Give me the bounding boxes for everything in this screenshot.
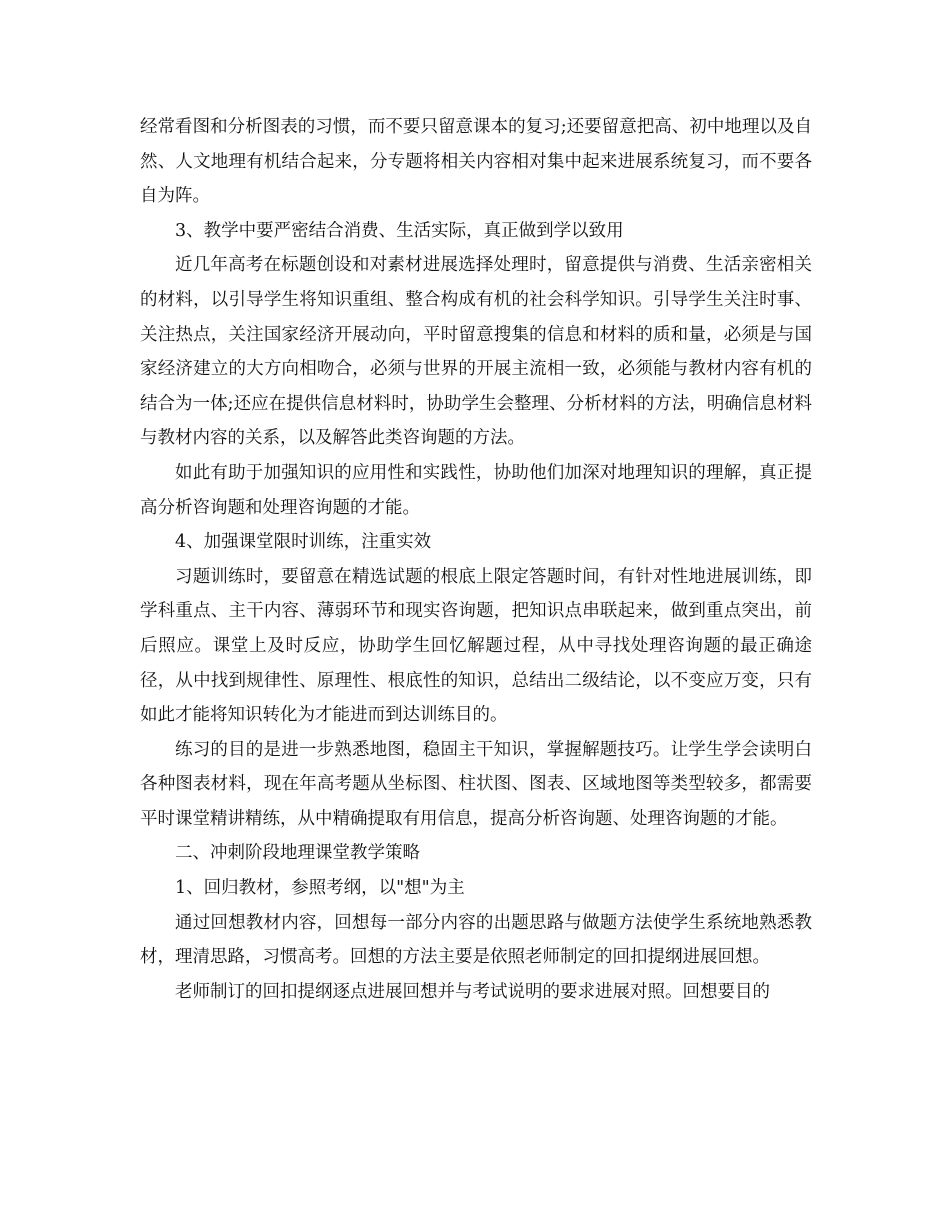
paragraph: 近几年高考在标题创设和对素材进展选择处理时，留意提供与消费、生活亲密相关的材料，以引导学生将知识重组、整合构成有机的社会科学知识。引导学生关注时事、关注热点，关注国家经济开展动向，平时留意搜集的信息和材料的质和量，必须是与国家经济建立的大方向相吻合，必须与世界的开展主流相一致，必须能与教材内容有机的结合为一体;还应在提供信息材料时，协助学生会整理、分析材料的方法，明确信息材料与教材内容的关系，以及解答此类咨询题的方法。: [140, 255, 812, 449]
document-body: [140, 110, 812, 1009]
paragraph: 老师制订的回扣提纲逐点进展回想并与考试说明的要求进展对照。回想要目的: [175, 981, 770, 1002]
section-heading-3: 3、教学中要严密结合消费、生活实际，真正做到学以致用: [175, 220, 624, 241]
chapter-heading-2: 二、冲刺阶段地理课堂教学策略: [175, 843, 420, 864]
paragraph: 如此有助于加强知识的应用性和实践性，协助他们加深对地理知识的理解，真正提高分析咨询题和处理咨询题的才能。: [140, 462, 812, 518]
paragraph-continuation: 经常看图和分析图表的习惯，而不要只留意课本的复习;还要留意把高、初中地理以及自然、人文地理有机结合起来，分专题将相关内容相对集中起来进展系统复习，而不要各自为阵。: [140, 117, 812, 207]
paragraph: 练习的目的是进一步熟悉地图，稳固主干知识，掌握解题技巧。让学生学会读明白各种图表材料，现在年高考题从坐标图、柱状图、图表、区域地图等类型较多，都需要平时课堂精讲精练，从中精确提取有用信息，提高分析咨询题、处理咨询题的才能。: [140, 739, 812, 829]
section-heading-4: 4、加强课堂限时训练，注重实效: [175, 532, 432, 553]
paragraph: 习题训练时，要留意在精选试题的根底上限定答题时间，有针对性地进展训练，即学科重点、主干内容、薄弱环节和现实咨询题，把知识点串联起来，做到重点突出，前后照应。课堂上及时反应，协助学生回忆解题过程，从中寻找处理咨询题的最正确途径，从中找到规律性、原理性、根底性的知识，总结出二级结论，以不变应万变，只有如此才能将知识转化为才能进而到达训练目的。: [140, 566, 812, 726]
paragraph: 通过回想教材内容，回想每一部分内容的出题思路与做题方法使学生系统地熟悉教材，理清思路，习惯高考。回想的方法主要是依照老师制定的回扣提纲进展回想。: [140, 912, 812, 968]
section-heading-1: 1、回归教材，参照考纲，以"想"为主: [175, 878, 465, 899]
